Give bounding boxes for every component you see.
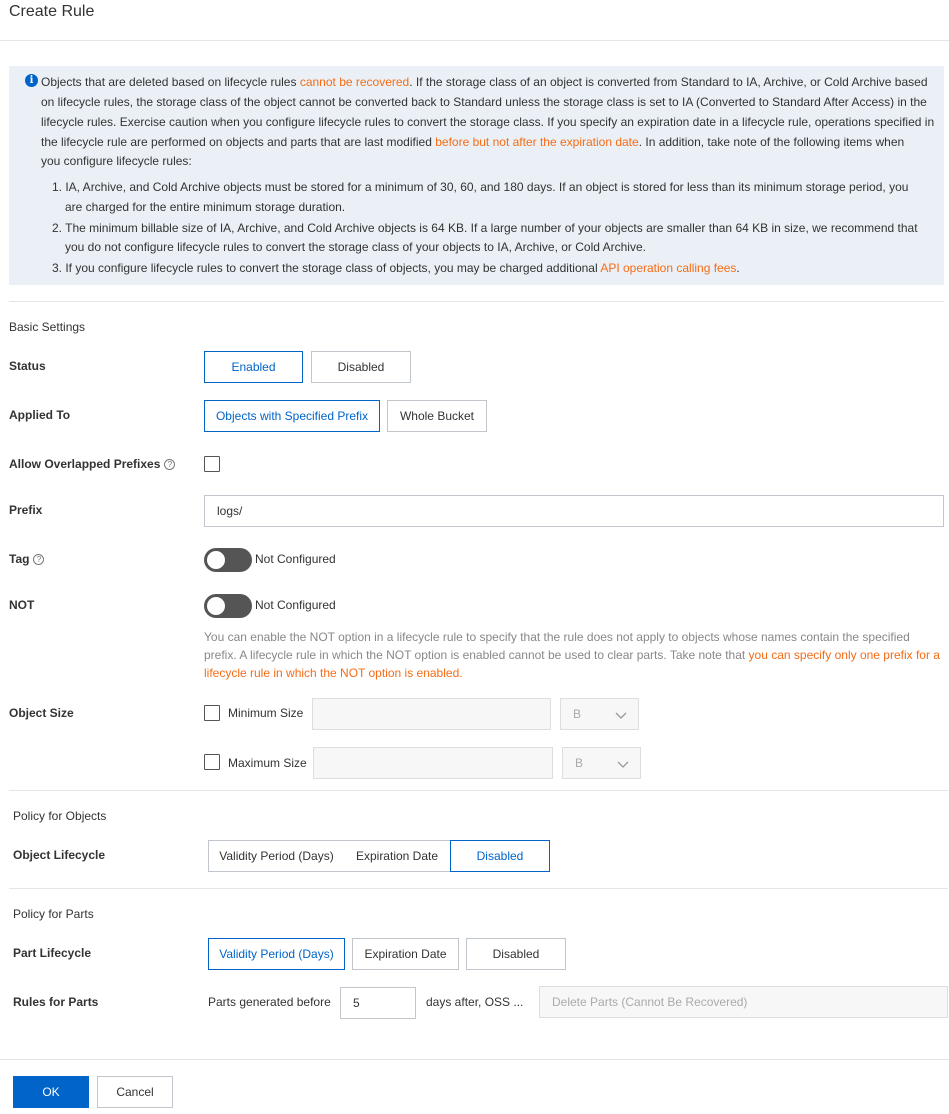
object-validity-option[interactable]: Validity Period (Days) <box>208 840 345 872</box>
tag-state: Not Configured <box>255 552 336 566</box>
footer-divider <box>0 1059 949 1060</box>
overlap-label: Allow Overlapped Prefixes ? <box>9 457 175 471</box>
part-validity-button[interactable]: Validity Period (Days) <box>208 938 345 970</box>
parts-action-field: Delete Parts (Cannot Be Recovered) <box>539 986 948 1018</box>
chevron-down-icon <box>616 757 630 771</box>
header-divider <box>0 40 949 41</box>
object-disabled-option[interactable]: Disabled <box>450 840 550 872</box>
notice-item-2a: 2. The minimum billable size of IA, Archive, and Cold Archive objects is 64 KB. If a large number of your objects are smaller than 64 KB in size, we recommend that <box>52 221 918 235</box>
divider <box>9 301 944 302</box>
not-toggle[interactable] <box>204 594 252 618</box>
min-size-label: Minimum Size <box>228 706 304 720</box>
notice-item-1b: are charged for the entire minimum storage duration. <box>65 200 346 214</box>
parts-before-text: Parts generated before <box>208 995 331 1009</box>
notice-item-3: 3. If you configure lifecycle rules to convert the storage class of objects, you may be charged additional API operation calling fees. <box>52 261 740 275</box>
not-label: NOT <box>9 598 35 612</box>
page-title: Create Rule <box>9 3 95 20</box>
chevron-down-icon <box>614 708 628 722</box>
min-size-unit-select[interactable]: B <box>560 698 639 730</box>
notice-item-1a: 1. IA, Archive, and Cold Archive objects must be stored for a minimum of 30, 60, and 180 days. If an object is stored for less than its minimum storage period, you <box>52 180 909 194</box>
min-size-input[interactable] <box>312 698 551 730</box>
divider <box>9 790 948 791</box>
min-size-checkbox[interactable] <box>204 705 220 721</box>
help-icon[interactable]: ? <box>164 459 175 470</box>
object-size-label: Object Size <box>9 706 74 720</box>
cancel-button[interactable]: Cancel <box>97 1076 173 1108</box>
toggle-knob <box>207 551 225 569</box>
part-expiration-button[interactable]: Expiration Date <box>352 938 459 970</box>
object-lifecycle-label: Object Lifecycle <box>13 848 106 862</box>
applied-prefix-button[interactable]: Objects with Specified Prefix <box>204 400 380 432</box>
policy-parts-heading: Policy for Parts <box>13 907 94 921</box>
lifecycle-notice <box>9 66 944 285</box>
object-expiration-option[interactable]: Expiration Date <box>344 840 451 872</box>
cannot-recover-link[interactable]: cannot be recovered <box>299 75 410 89</box>
info-icon: i <box>25 74 38 87</box>
not-state: Not Configured <box>255 598 336 612</box>
divider <box>9 888 948 889</box>
overlap-checkbox[interactable] <box>204 456 220 472</box>
notice-line-4: the lifecycle rule are performed on objects and parts that are last modified before but not after the expiration date. In addition, take note of the following items when <box>41 135 905 149</box>
max-size-label: Maximum Size <box>228 756 307 770</box>
api-fees-link[interactable]: API operation calling fees <box>600 261 737 275</box>
part-lifecycle-label: Part Lifecycle <box>13 946 92 960</box>
toggle-knob <box>207 597 225 615</box>
notice-item-2b: you do not configure lifecycle rules to convert the storage class of your objects to IA, Archive, or Cold Archive. <box>65 240 646 254</box>
policy-objects-heading: Policy for Objects <box>13 809 107 823</box>
applied-bucket-button[interactable]: Whole Bucket <box>387 400 487 432</box>
part-disabled-button[interactable]: Disabled <box>466 938 566 970</box>
basic-settings-heading: Basic Settings <box>9 320 86 334</box>
max-size-input[interactable] <box>313 747 553 779</box>
ok-button[interactable]: OK <box>13 1076 89 1108</box>
notice-line-2: on lifecycle rules, the storage class of the object cannot be converted back to Standard unless the storage class is set to IA (Converted to Standard After Access) in the <box>41 95 927 109</box>
tag-toggle[interactable] <box>204 548 252 572</box>
status-label: Status <box>9 359 46 373</box>
notice-line-5: you configure lifecycle rules: <box>41 154 192 168</box>
parts-after-text: days after, OSS ... <box>426 995 524 1009</box>
max-size-unit-select[interactable]: B <box>562 747 641 779</box>
notice-line-1: Objects that are deleted based on lifecycle rules cannot be recovered. If the storage class of an object is converted from Standard to IA, Archive, or Cold Archive based <box>41 75 928 89</box>
applied-to-label: Applied To <box>9 408 71 422</box>
expiration-date-link[interactable]: before but not after the expiration date <box>435 135 639 149</box>
status-enabled-button[interactable]: Enabled <box>204 351 303 383</box>
help-icon[interactable]: ? <box>33 554 44 565</box>
not-description: You can enable the NOT option in a lifecycle rule to specify that the rule does not apply to objects whose names contain the specified prefix. A lifecycle rule in which the NOT option is enabled cannot be used to clear parts. Take note that you can specify only one prefix for a lifecycle rule in which the NOT option is enabled. <box>204 630 940 680</box>
rules-for-parts-label: Rules for Parts <box>13 995 99 1009</box>
prefix-input[interactable]: logs/ <box>204 495 944 527</box>
status-disabled-button[interactable]: Disabled <box>311 351 411 383</box>
tag-label: Tag ? <box>9 552 44 566</box>
notice-line-3: lifecycle rules. Exercise caution when you configure lifecycle rules to convert the storage class. If you specify an expiration date in a lifecycle rule, operations specified in <box>41 115 935 129</box>
parts-days-input[interactable]: 5 <box>340 987 416 1019</box>
max-size-checkbox[interactable] <box>204 754 220 770</box>
prefix-label: Prefix <box>9 503 43 517</box>
